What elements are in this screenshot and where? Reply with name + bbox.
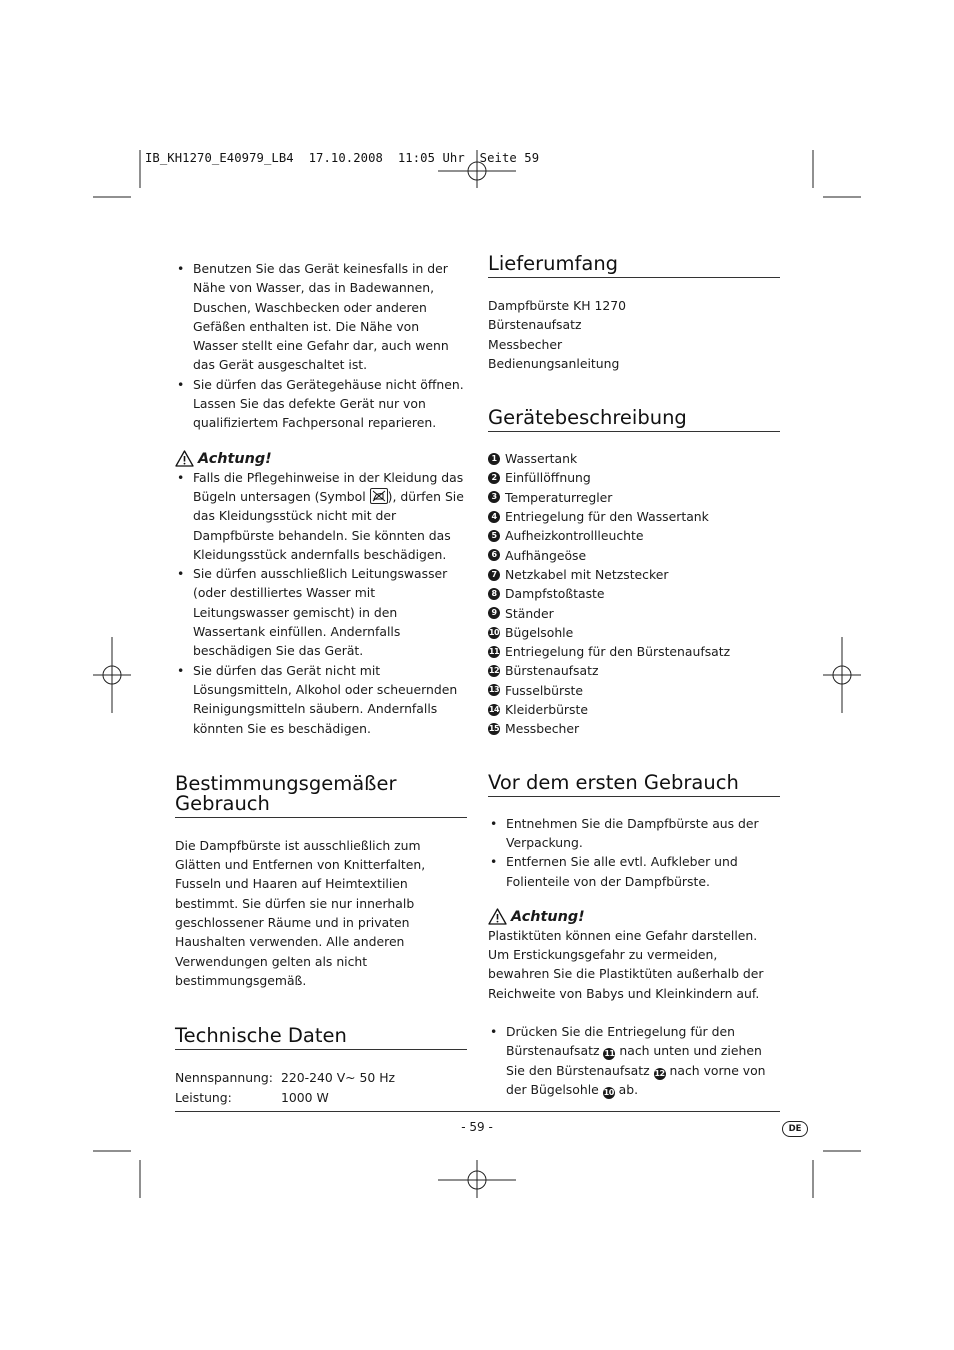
- part-item: [488, 449, 780, 468]
- list-item: • Sie dürfen das Gerätegehäuse nicht öffnen. Lassen Sie das defekte Gerät nur von qualifiziertem Fachpersonal reparieren.: [175, 375, 467, 433]
- part-item: [488, 488, 780, 507]
- part-label: Entriegelung für den Bürstenaufsatz: [505, 644, 731, 660]
- part-number-badge: 11: [488, 646, 500, 656]
- list-item: • Entfernen Sie alle evtl. Aufkleber und Folienteile von der Dampfbürste.: [488, 852, 780, 891]
- language-badge: DE: [782, 1121, 808, 1137]
- warning-heading: [488, 908, 780, 926]
- part-number-badge: 12: [654, 1068, 665, 1078]
- part-item: [488, 604, 780, 623]
- part-label: Bürstenaufsatz: [505, 663, 599, 679]
- section-title-technical-data: Technische Daten: [175, 1026, 467, 1050]
- list-item: • Sie dürfen ausschließlich Leitungswasser (oder destilliertes Wasser mit Leitungswasser gemischt) in den Wassertank einfüllen. Andernfalls beschädigen Sie das Gerät.: [175, 564, 467, 660]
- part-label: Ständer: [505, 605, 554, 621]
- section-title-intended-use: Bestimmungsgemäßer Gebrauch: [175, 774, 467, 818]
- part-label: Temperaturregler: [505, 489, 613, 505]
- list-item: [175, 468, 467, 564]
- part-item: [488, 642, 780, 661]
- warning-label: Achtung!: [511, 908, 585, 925]
- power-value: 1000 W: [281, 1089, 329, 1105]
- warning-triangle-icon: [488, 908, 507, 925]
- part-item: [488, 584, 780, 603]
- part-label: Entriegelung für den Wassertank: [505, 509, 709, 525]
- first-use-bullets: [488, 814, 780, 891]
- list-item: • Benutzen Sie das Gerät keinesfalls in der Nähe von Wasser, das in Badewannen, Duschen, Waschbecken oder anderen Gefäßen enthalten ist. Die Nähe von Wasser stellt eine Gefahr dar, auch wenn das Gerät ausgeschaltet ist.: [175, 259, 467, 375]
- part-number-badge: 15: [488, 723, 500, 733]
- part-item: [488, 565, 780, 584]
- part-label: Wassertank: [505, 451, 578, 467]
- list-item-text: ), dürfen Sie das Kleidungsstück nicht mit der Dampfbürste behandeln. Sie könnten das Kleidungsstück andernfalls beschädigen.: [193, 488, 464, 562]
- part-item: [488, 526, 780, 545]
- list-item: Dampfbürste KH 1270: [488, 298, 627, 313]
- part-item: [488, 719, 780, 738]
- list-item: • Entnehmen Sie die Dampfbürste aus der Verpackung.: [488, 814, 780, 853]
- part-number-badge: 11: [604, 1049, 615, 1059]
- part-number-badge: 10: [488, 627, 500, 637]
- warning-heading: [175, 450, 467, 468]
- part-number-badge: 6: [488, 549, 500, 561]
- power-label: Leistung:: [175, 1089, 232, 1105]
- list-item: Messbecher: [488, 336, 563, 352]
- print-slug: IB_KH1270_E40979_LB4 17.10.2008 11:05 Uhr Seite 59: [145, 151, 540, 165]
- voltage-label: Nennspannung:: [175, 1070, 273, 1086]
- section-title-description: Gerätebeschreibung: [488, 408, 780, 432]
- part-number-badge: 1: [488, 453, 500, 465]
- paragraph: Plastiktüten können eine Gefahr darstellen. Um Erstickungsgefahr zu vermeiden, bewahren Sie die Plastiktüten außerhalb der Reichweite von Babys und Kleinkindern auf.: [488, 927, 764, 1001]
- part-label: Bügelsohle: [505, 624, 574, 640]
- intended-use-text: [175, 836, 467, 990]
- safety-bullets: [175, 259, 467, 433]
- list-item-text: ab.: [618, 1081, 639, 1097]
- part-label: Dampfstoßtaste: [505, 586, 605, 602]
- part-number-badge: 12: [488, 666, 500, 676]
- list-item-text: Drücken Sie die Entriegelung für den Bürstenaufsatz: [506, 1024, 735, 1059]
- part-item: [488, 507, 780, 526]
- part-number-badge: 3: [488, 491, 500, 503]
- part-item: [488, 546, 780, 565]
- part-label: Messbecher: [505, 721, 580, 737]
- part-item: [488, 661, 780, 680]
- part-label: Fusselbürste: [505, 682, 584, 698]
- part-number-badge: 9: [488, 607, 500, 619]
- part-number-badge: 8: [488, 588, 500, 600]
- technical-data-table: [175, 1068, 467, 1107]
- list-item: [488, 1022, 780, 1099]
- warning-bullets: [175, 468, 467, 738]
- warning-label: Achtung!: [198, 450, 272, 467]
- footer-rule: [175, 1111, 780, 1112]
- part-number-badge: 2: [488, 472, 500, 484]
- list-item-text: nach vorne von der Bügelsohle: [506, 1062, 766, 1097]
- part-number-badge: 14: [488, 704, 500, 714]
- part-item: [488, 700, 780, 719]
- part-item: [488, 623, 780, 642]
- no-ironing-icon: [370, 488, 388, 504]
- warning-triangle-icon: [175, 450, 194, 467]
- part-label: Aufheizkontrollleuchte: [505, 528, 644, 544]
- part-item: [488, 681, 780, 700]
- part-number-badge: 7: [488, 569, 500, 581]
- list-item: • Sie dürfen das Gerät nicht mit Lösungsmitteln, Alkohol oder scheuernden Reinigungsmitteln säubern. Andernfalls könnten Sie es beschädigen.: [175, 661, 467, 738]
- left-column: [175, 259, 467, 1107]
- parts-list: [488, 449, 780, 738]
- section-title-first-use: Vor dem ersten Gebrauch: [488, 773, 780, 797]
- part-label: Netzkabel mit Netzstecker: [505, 566, 669, 582]
- part-number-badge: 5: [488, 530, 500, 542]
- voltage-value: 220-240 V~ 50 Hz: [281, 1070, 396, 1086]
- removal-instructions: [488, 1022, 780, 1099]
- list-item-text: Falls die Pflegehinweise in der Kleidung das Bügeln untersagen (Symbol: [193, 469, 464, 504]
- list-item-text: nach unten und ziehen Sie den Bürstenaufsatz: [506, 1043, 762, 1078]
- part-number-badge: 4: [488, 511, 500, 523]
- paragraph: Die Dampfbürste ist ausschließlich zum Glätten und Entfernen von Knitterfalten, Fusseln und Haaren auf Heimtextilien bestimmt. Sie dürfen sie nur innerhalb geschlossener Räume und in privaten Haushalten verwenden. Alle anderen Verwendungen gelten als nicht bestimmungsgemäß.: [175, 837, 426, 988]
- part-item: [488, 468, 780, 487]
- part-label: Aufhängeöse: [505, 547, 587, 563]
- section-title-scope: Lieferumfang: [488, 254, 780, 278]
- part-number-badge: 10: [603, 1087, 614, 1097]
- part-label: Kleiderbürste: [505, 702, 588, 718]
- part-label: Einfüllöffnung: [505, 470, 591, 486]
- list-item: Bedienungsanleitung: [488, 355, 620, 371]
- scope-list: [488, 296, 780, 373]
- warning-text: [488, 926, 780, 1003]
- page-number: - 59 -: [461, 1120, 493, 1134]
- right-column: [488, 254, 780, 1099]
- list-item: Bürstenaufsatz: [488, 317, 582, 333]
- part-number-badge: 13: [488, 685, 500, 695]
